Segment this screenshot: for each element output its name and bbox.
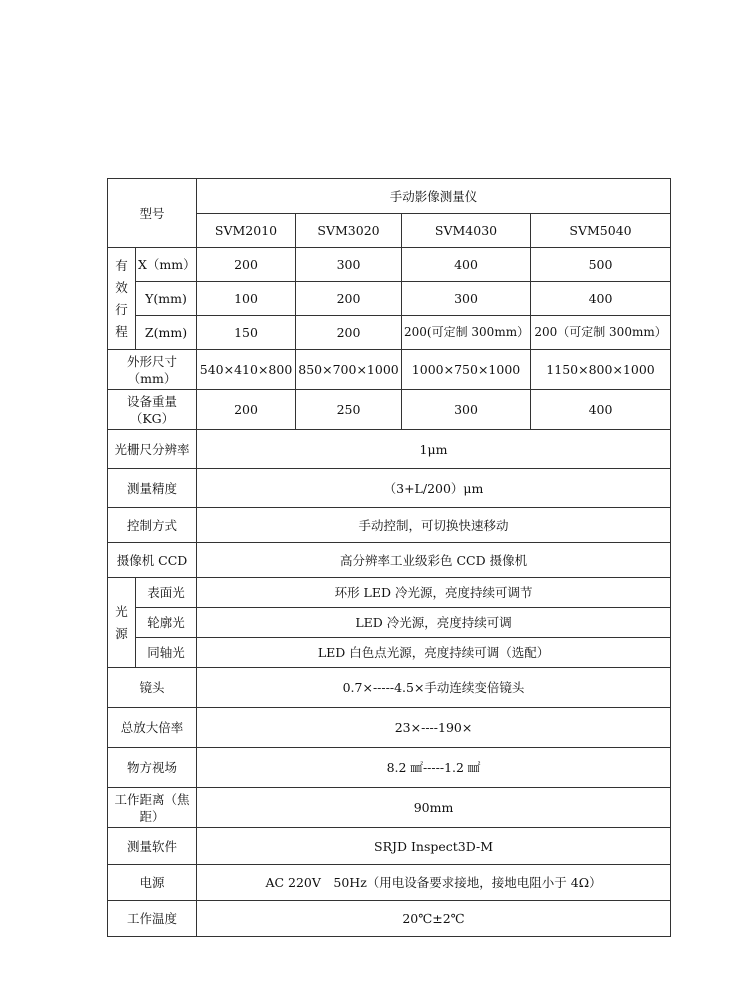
table-cell: 850×700×1000 [296,350,402,390]
lens-row [108,668,671,708]
row-label: 总放大倍率 [108,708,197,748]
control-row [108,508,671,543]
camera-row [108,543,671,578]
spec-table [107,178,671,937]
weight-row [108,390,671,430]
axis-label: Y(mm) [136,282,197,316]
table-cell: 200 [296,282,402,316]
table-cell: 400 [402,248,531,282]
accuracy-row [108,469,671,508]
header-row [108,179,671,214]
temperature-row [108,901,671,937]
table-cell: 540×410×800 [197,350,296,390]
row-label: 镜头 [108,668,197,708]
row-value: 90mm [197,788,671,828]
table-cell: 300 [296,248,402,282]
table-cell: 200(可定制 300mm） [402,316,531,350]
field-of-view-row [108,748,671,788]
table-cell: 400 [531,390,671,430]
row-value: AC 220V 50Hz（用电设备要求接地，接地电阻小于 4Ω） [197,865,671,901]
row-label: 测量软件 [108,828,197,865]
dimensions-row [108,350,671,390]
power-row [108,865,671,901]
table-cell: 1150×800×1000 [531,350,671,390]
model-name: SVM2010 [197,214,296,248]
table-cell: 200 [296,316,402,350]
resolution-row [108,430,671,469]
row-value: LED 白色点光源，亮度持续可调（选配） [197,638,671,668]
travel-row-y [108,282,671,316]
row-label: 控制方式 [108,508,197,543]
software-row [108,828,671,865]
model-name: SVM3020 [296,214,402,248]
light-row-contour [108,608,671,638]
row-label: 物方视场 [108,748,197,788]
row-value: 23×----190× [197,708,671,748]
light-type-label: 轮廓光 [136,608,197,638]
travel-row-z [108,316,671,350]
working-distance-row [108,788,671,828]
light-type-label: 表面光 [136,578,197,608]
light-type-label: 同轴光 [136,638,197,668]
table-cell: 200 [197,390,296,430]
light-row-surface [108,578,671,608]
table-cell: 400 [531,282,671,316]
light-label: 光源 [108,578,136,668]
model-label: 型号 [108,179,197,248]
row-value: 1μm [197,430,671,469]
row-value: 环形 LED 冷光源，亮度持续可调节 [197,578,671,608]
row-label: 光栅尺分辨率 [108,430,197,469]
axis-label: X（mm） [136,248,197,282]
table-cell: 150 [197,316,296,350]
row-label: 摄像机 CCD [108,543,197,578]
row-value: 20℃±2℃ [197,901,671,937]
row-value: LED 冷光源，亮度持续可调 [197,608,671,638]
row-value: 0.7×-----4.5×手动连续变倍镜头 [197,668,671,708]
dimensions-label: 外形尺寸（mm） [108,350,197,390]
row-value: 高分辨率工业级彩色 CCD 摄像机 [197,543,671,578]
table-cell: 100 [197,282,296,316]
travel-row-x [108,248,671,282]
row-label: 工作温度 [108,901,197,937]
model-name: SVM5040 [531,214,671,248]
table-cell: 200 [197,248,296,282]
table-cell: 300 [402,282,531,316]
model-name: SVM4030 [402,214,531,248]
table-cell: 500 [531,248,671,282]
row-value: 手动控制，可切换快速移动 [197,508,671,543]
weight-label: 设备重量（KG） [108,390,197,430]
table-cell: 1000×750×1000 [402,350,531,390]
row-value: 8.2 ㎟-----1.2 ㎟ [197,748,671,788]
row-value: SRJD Inspect3D-M [197,828,671,865]
table-cell: 250 [296,390,402,430]
category-title: 手动影像测量仪 [197,179,671,214]
table-cell: 200（可定制 300mm） [531,316,671,350]
travel-label: 有效行程 [108,248,136,350]
axis-label: Z(mm) [136,316,197,350]
row-label: 电源 [108,865,197,901]
row-label: 工作距离（焦距） [108,788,197,828]
row-value: （3+L/200）μm [197,469,671,508]
table-cell: 300 [402,390,531,430]
light-row-coaxial [108,638,671,668]
magnification-row [108,708,671,748]
row-label: 测量精度 [108,469,197,508]
